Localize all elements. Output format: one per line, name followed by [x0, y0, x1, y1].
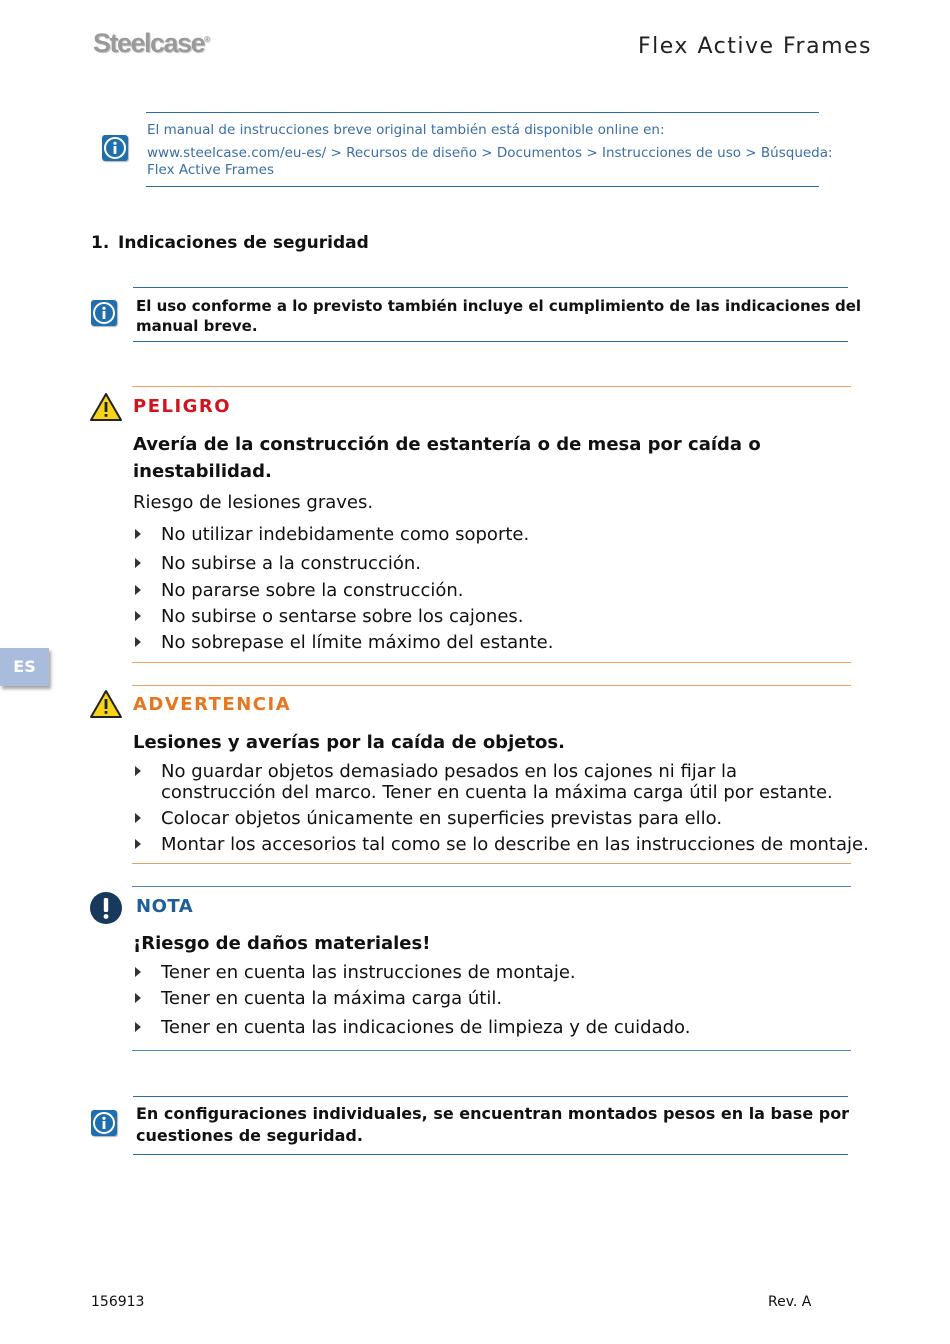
- notice-top-rule: [132, 886, 851, 887]
- online-note-link[interactable]: www.steelcase.com/eu-es/ > Recursos de diseño > Documentos > Instrucciones de uso > Búsqueda:: [147, 145, 833, 161]
- divider: [133, 1154, 848, 1155]
- warning-signal-word: ADVERTENCIA: [133, 694, 292, 715]
- list-item: Tener en cuenta las instrucciones de montaje.: [133, 962, 576, 983]
- conformity-note-line1: El uso conforme a lo previsto también incluye el cumplimiento de las indicaciones del: [136, 297, 862, 315]
- bullet-arrow-icon: [135, 766, 141, 776]
- bullet-arrow-icon: [135, 813, 141, 823]
- document-number: 156913: [91, 1294, 145, 1310]
- info-icon: [91, 300, 117, 326]
- danger-signal-word: PELIGRO: [133, 396, 232, 417]
- weights-note-line2: cuestiones de seguridad.: [136, 1126, 363, 1145]
- list-item: No sobrepase el límite máximo del estante.: [133, 632, 553, 653]
- list-item: Montar los accesorios tal como se lo describe en las instrucciones de montaje.: [133, 834, 869, 855]
- danger-heading-line2: inestabilidad.: [133, 461, 272, 482]
- danger-top-rule: [132, 386, 851, 387]
- online-note-line3: Flex Active Frames: [147, 162, 275, 178]
- info-icon: [91, 1110, 117, 1136]
- bullet-arrow-icon: [135, 967, 141, 977]
- weights-note-line1: En configuraciones individuales, se encuentran montados pesos en la base por: [136, 1104, 850, 1123]
- steelcase-logo: Steelcase®: [93, 28, 211, 58]
- list-item: Tener en cuenta la máxima carga útil.: [133, 988, 502, 1009]
- divider: [146, 112, 819, 113]
- section-number: 1.: [91, 233, 110, 253]
- list-item: Colocar objetos únicamente en superficies previstas para ello.: [133, 808, 722, 829]
- bullet-arrow-icon: [135, 993, 141, 1003]
- danger-heading-line1: Avería de la construcción de estantería o de mesa por caída o: [133, 434, 761, 455]
- info-icon: [102, 135, 128, 161]
- bullet-arrow-icon: [135, 839, 141, 849]
- language-tab: ES: [0, 648, 49, 686]
- warning-top-rule: [132, 685, 851, 686]
- list-item: No subirse o sentarse sobre los cajones.: [133, 606, 524, 627]
- bullet-arrow-icon: [135, 529, 141, 539]
- list-item: No utilizar indebidamente como soporte.: [133, 524, 529, 545]
- conformity-note-line2: manual breve.: [136, 317, 258, 335]
- bullet-arrow-icon: [135, 637, 141, 647]
- list-item: No pararse sobre la construcción.: [133, 580, 464, 601]
- warning-triangle-icon: [89, 392, 123, 422]
- list-item: Tener en cuenta las indicaciones de limpieza y de cuidado.: [133, 1017, 690, 1038]
- revision: Rev. A: [768, 1294, 812, 1310]
- list-item: No subirse a la construcción.: [133, 553, 421, 574]
- online-note-line1: El manual de instrucciones breve original también está disponible online en:: [147, 122, 665, 138]
- warning-heading: Lesiones y averías por la caída de objetos.: [133, 732, 565, 753]
- exclamation-icon: [89, 891, 123, 925]
- warning-bottom-rule: [132, 863, 851, 864]
- bullet-arrow-icon: [135, 585, 141, 595]
- danger-consequence: Riesgo de lesiones graves.: [133, 492, 374, 513]
- document-title: Flex Active Frames: [638, 34, 872, 59]
- warning-triangle-icon: [89, 689, 123, 719]
- divider: [146, 186, 819, 187]
- bullet-arrow-icon: [135, 1022, 141, 1032]
- divider: [133, 1096, 848, 1097]
- notice-signal-word: NOTA: [136, 896, 194, 917]
- divider: [133, 341, 848, 342]
- notice-bottom-rule: [132, 1050, 851, 1051]
- bullet-arrow-icon: [135, 558, 141, 568]
- section-title: Indicaciones de seguridad: [118, 233, 369, 253]
- divider: [133, 287, 848, 288]
- bullet-arrow-icon: [135, 611, 141, 621]
- danger-bottom-rule: [132, 662, 851, 663]
- notice-heading: ¡Riesgo de daños materiales!: [133, 933, 431, 954]
- list-item: No guardar objetos demasiado pesados en los cajones ni fijar la construcción del marco. Tener en cuenta la máxima carga útil por estante.: [133, 761, 853, 803]
